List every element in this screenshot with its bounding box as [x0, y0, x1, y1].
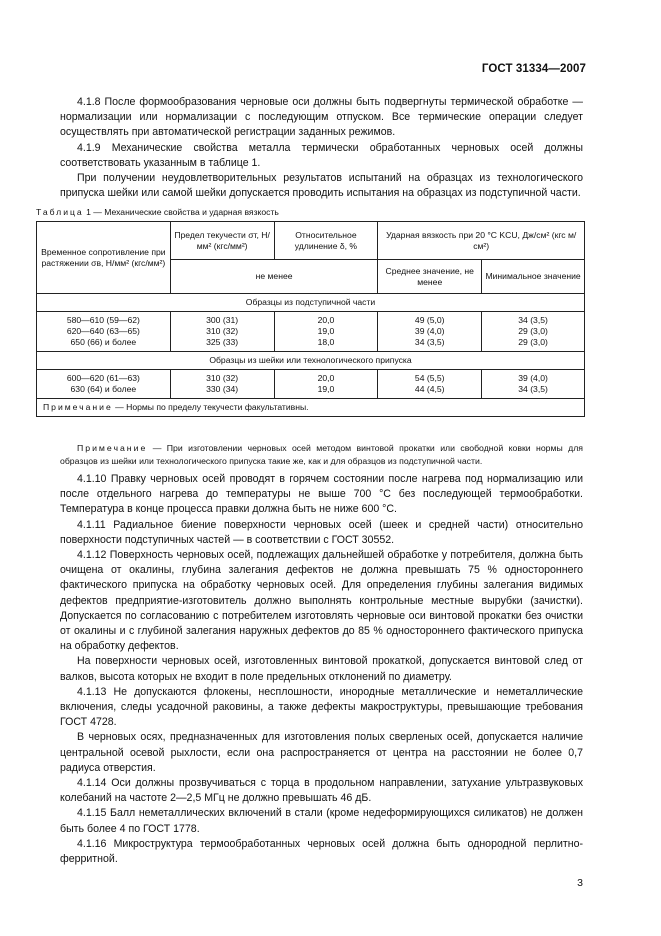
text-block-top — [60, 95, 583, 201]
cell-line: 600—620 (61—63) — [66, 373, 140, 383]
table-cell — [482, 312, 585, 352]
page-number: 3 — [577, 877, 583, 889]
text-block-bottom — [60, 472, 583, 867]
table-cell — [170, 370, 274, 399]
header-elongation: Относительное удлинение δ, % — [274, 222, 378, 260]
paragraph: 4.1.13 Не допускаются флокены, несплошности, инородные металлические и неметаллические включения, следы усадочной раковины, а также дефекты макроструктуры, превышающие требования ГОСТ 4728. — [60, 685, 583, 729]
cell-line: 34 (3,5) — [518, 384, 548, 394]
paragraph: 4.1.16 Микроструктура термообработанных черновых осей должна быть однородной перлитно-ферритной. — [60, 837, 583, 866]
table-cell — [378, 312, 482, 352]
cell-line: 39 (4,0) — [414, 326, 445, 336]
paragraph: 4.1.9 Механические свойства металла термически обработанных черновых осей должны соответствовать указанным в таблице 1. — [60, 141, 583, 169]
section-title: Образцы из шейки или технологического припуска — [37, 352, 585, 370]
table-note — [37, 399, 585, 417]
cell-line: 19,0 — [317, 326, 335, 336]
paragraph: 4.1.11 Радиальное биение поверхности черновых осей (шеек и средней части) относительно поверхности подступичных частей — в соответствии с ГОСТ 30552. — [60, 518, 583, 546]
header-impact-toughness: Ударная вязкость при 20 °С KCU, Дж/см² (кгс м/см²) — [378, 222, 585, 260]
cell-line: 29 (3,0) — [518, 326, 548, 336]
cell-line: 310 (32) — [206, 326, 239, 336]
header-yield-strength: Предел текучести σт, Н/мм² (кгс/мм²) — [170, 222, 274, 260]
header-tensile-strength: Временное сопротивление при растяжении σв, Н/мм² (кгс/мм²) — [37, 222, 171, 294]
table-note-label: Примечание — [43, 402, 113, 412]
cell-line: 20,0 — [317, 315, 335, 325]
cell-line: 630 (64) и более — [70, 384, 137, 394]
paragraph: 4.1.8 После формообразования черновые оси должны быть подвергнуты термической обработке — нормализации или нормализации с последующим отпуском. Все термические операции следует осуществлять при автоматической регистрации заданных режимов. — [60, 96, 583, 139]
cell-line: 650 (66) и более — [70, 337, 137, 347]
table-caption-text: 1 — Механические свойства и ударная вязкость — [83, 207, 279, 217]
document-code: ГОСТ 31334—2007 — [481, 63, 586, 75]
note-text: — При изготовлении черновых осей методом винтовой прокатки или свободной ковки нормы для образцов из шейки или технологического припуска такие же, как и для образцов из подступичной части. — [60, 443, 583, 466]
cell-line: 325 (33) — [206, 337, 239, 347]
table-cell — [37, 312, 171, 352]
header-not-less: не менее — [170, 260, 378, 294]
paragraph: На поверхности черновых осей, изготовленных винтовой прокаткой, допускается винтовой след от валков, высота которых не входит в поле предельных отклонений по диаметру. — [60, 655, 583, 683]
cell-line: 330 (34) — [206, 384, 239, 394]
table-caption-label: Таблица — [36, 207, 84, 217]
mechanical-properties-table — [36, 221, 585, 417]
cell-line: 310 (32) — [206, 373, 239, 383]
table-cell — [170, 312, 274, 352]
header-average-value: Среднее значение, не менее — [378, 260, 482, 294]
paragraph: 4.1.14 Оси должны прозвучиваться с торца в продольном направлении, затухание ультразвуковых колебаний на частоте 2—2,5 МГц не должно превышать 46 дБ. — [60, 777, 583, 805]
header-minimum-value: Минимальное значение — [482, 260, 585, 294]
cell-line: 300 (31) — [206, 315, 239, 325]
paragraph: 4.1.12 Поверхность черновых осей, подлежащих дальнейшей обработке у потребителя, должна быть очищена от окалины, глубина залегания дефектов не должна превышать 75 % одностороннего фактического припуска на обработку черновых осей. Для определения глубины залегания видимых дефектов предприятие-изготовитель должно выполнять контрольные местные вырубки (зачистки). Допускается по согласованию с потребителем изготовлять черновые оси винтовой прокатки без очистки от окалины и с глубиной залегания наружных дефектов до 85 % одностороннего фактического припуска на обработку дефектов. — [60, 549, 583, 653]
table-cell — [274, 370, 378, 399]
cell-line: 34 (3,5) — [414, 337, 445, 347]
paragraph: 4.1.15 Балл неметаллических включений в стали (кроме недеформирующихся силикатов) не должен быть более 4 по ГОСТ 1778. — [60, 807, 583, 835]
table-cell — [37, 370, 171, 399]
cell-line: 18,0 — [317, 337, 335, 347]
cell-line: 49 (5,0) — [414, 315, 445, 325]
cell-line: 620—640 (63—65) — [66, 326, 140, 336]
table-note-text: — Нормы по пределу текучести факультативны. — [112, 402, 309, 412]
paragraph: 4.1.10 Правку черновых осей проводят в горячем состоянии после нагрева под нормализацию или после отдельного нагрева до температуры не выше 700 °С без последующей термообработки. Температура в конце процесса правки должна быть не ниже 600 °С. — [60, 473, 583, 516]
note-label: Примечание — [77, 443, 148, 453]
cell-line: 19,0 — [317, 384, 335, 394]
table-cell — [482, 370, 585, 399]
note-after-table — [60, 442, 583, 468]
cell-line: 29 (3,0) — [518, 337, 548, 347]
table-cell — [378, 370, 482, 399]
table-cell — [274, 312, 378, 352]
section-title: Образцы из подступичной части — [37, 294, 585, 312]
cell-line: 20,0 — [317, 373, 335, 383]
cell-line: 34 (3,5) — [518, 315, 548, 325]
cell-line: 580—610 (59—62) — [66, 315, 140, 325]
cell-line: 39 (4,0) — [518, 373, 548, 383]
cell-line: 54 (5,5) — [414, 373, 445, 383]
cell-line: 44 (4,5) — [414, 384, 445, 394]
table-caption — [36, 207, 279, 217]
paragraph: В черновых осях, предназначенных для изготовления полых сверленых осей, допускается наличие центральной осевой рыхлости, если она распространяется от центра на расстоянии не более 0,7 радиуса отверстия. — [60, 731, 583, 774]
paragraph: При получении неудовлетворительных результатов испытаний на образцах из технологического припуска шейки или самой шейки допускается проводить испытания на образцах из подступичной части. — [60, 172, 583, 200]
